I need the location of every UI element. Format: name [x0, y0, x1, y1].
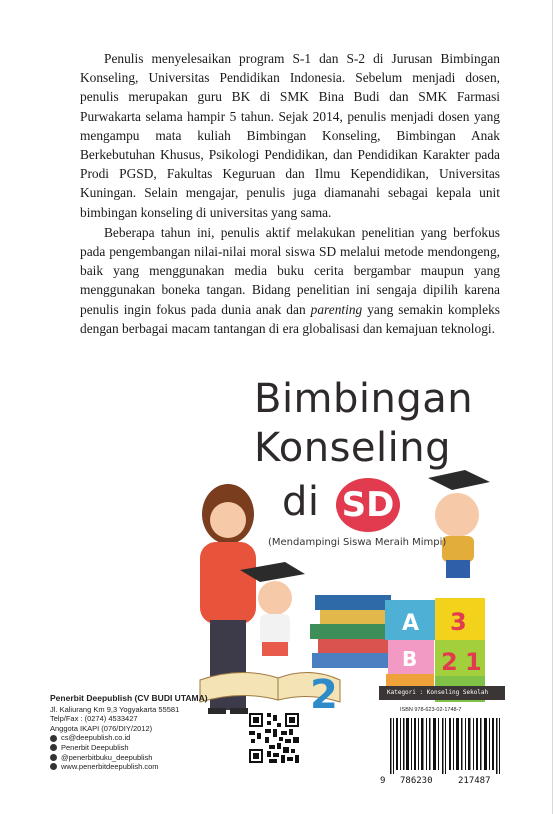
sd-badge: SD	[336, 478, 400, 532]
instagram-icon	[50, 754, 57, 761]
publisher-website-row	[50, 762, 208, 772]
facebook-icon	[50, 744, 57, 751]
publisher-name: Penerbit Deepublish (CV BUDI UTAMA)	[50, 693, 208, 703]
publisher-ikapi: Anggota IKAPI (076/DIY/2012)	[50, 723, 153, 733]
student-boy-figure	[428, 470, 490, 578]
category-label: Kategori : Konseling Sekolah	[379, 686, 505, 700]
block-letter-1: 1	[465, 648, 482, 676]
publisher-instagram-row	[50, 753, 208, 763]
barcode-digits-right: 217487	[458, 776, 491, 786]
bio-paragraph-2-start: Beberapa tahun ini, penulis aktif melakukan penelitian yang berfokus pada pengembangan nilai-nilai moral siswa SD melalui metode mendongeng, baik yang menggunakan media buku cerita bergambar maupun yang menggunakan boneka tangan. Bidang penelitian ini sengaja dipilih karena penulis ingin fokus pada dunia anak dan	[80, 224, 500, 317]
cover-title-line-2: Konseling	[254, 425, 451, 471]
block-letter-3: 3	[450, 608, 467, 636]
isbn-number: ISBN 978-623-02-1748-7	[400, 707, 462, 713]
block-letter-a: A	[402, 611, 420, 636]
publisher-email: cs@deepublish.co.id	[61, 733, 131, 743]
author-bio	[80, 49, 500, 338]
cover-subtitle: (Mendampingi Siswa Meraih Mimpi)	[268, 537, 447, 548]
barcode	[382, 716, 508, 774]
cover-illustration	[160, 470, 500, 720]
barcode-digits-left: 786230	[400, 776, 433, 786]
floor-number-2: 2	[310, 672, 338, 718]
qr-code	[249, 713, 299, 763]
block-letter-b: B	[402, 647, 418, 671]
book-stack	[310, 595, 391, 668]
bio-paragraph-2	[80, 223, 500, 338]
publisher-email-row	[50, 733, 208, 743]
bio-italic-term: parenting	[310, 301, 363, 317]
publisher-facebook: Penerbit Deepublish	[61, 742, 129, 752]
cover-title-line-1: Bimbingan	[254, 376, 474, 422]
block-letter-2: 2	[441, 648, 458, 676]
publisher-facebook-row	[50, 743, 208, 753]
barcode-digit-first: 9	[380, 776, 386, 786]
publisher-phone: Telp/Fax : (0274) 4533427	[50, 714, 138, 724]
publisher-instagram: @penerbitbuku_deepublish	[61, 752, 153, 762]
publisher-address: Jl. Kaliurang Km 9,3 Yogyakarta 55581	[50, 704, 180, 714]
bio-paragraph-1: Penulis menyelesaikan program S-1 dan S-2 di Jurusan Bimbingan Konseling, Universitas Pendidikan Indonesia. Sebelum menjadi dosen, penulis merupakan guru BK di SMK Bina Budi dan SMK Farmasi Purwakarta selama hampir 5 tahun. Sejak 2014, penulis menjadi dosen yang mengampu mata kuliah Bimbingan Konseling, Bimbingan Anak Berkebutuhan Khusus, Psikologi Pendidikan, dan Pendidikan Karakter pada Prodi PGSD, Fakultas Keguruan dan Ilmu Kependidikan, Universitas Kuningan. Selain mengajar, penulis juga diamanahi sebagai kepala unit bimbingan konseling di universitas yang sama.	[80, 51, 500, 220]
publisher-info	[50, 694, 208, 772]
globe-icon	[50, 763, 57, 770]
publisher-website: www.penerbitdeepublish.com	[61, 762, 159, 772]
bio-paragraph-2-end: yang semakin kompleks dengan berbagai macam tantangan di era globalisasi dan kemajuan teknologi.	[80, 301, 500, 336]
cover-title-line-3: di	[282, 479, 320, 525]
email-icon	[50, 735, 57, 742]
